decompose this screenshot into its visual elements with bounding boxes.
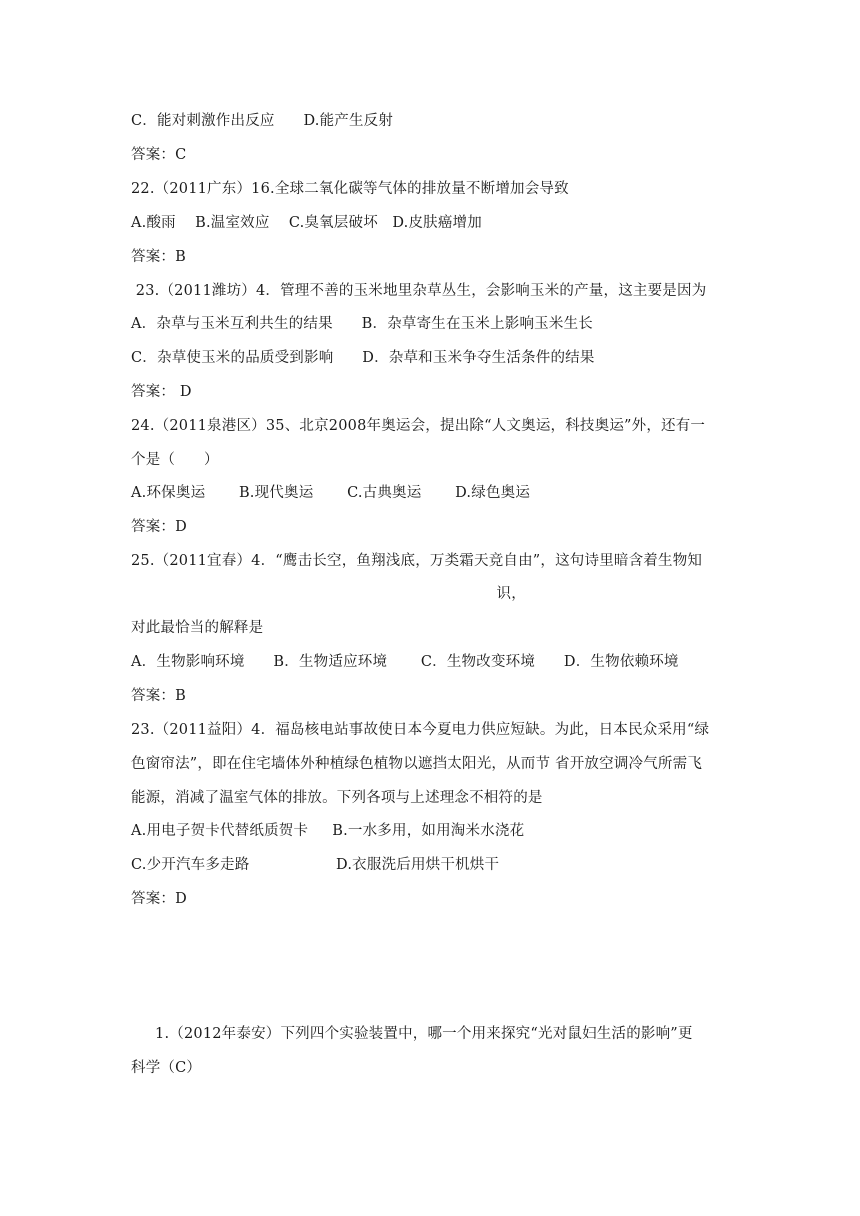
- question-23-weifang: 23.（2011潍坊）4．管理不善的玉米地里杂草丛生，会影响玉米的产量，这主要是因为: [131, 283, 707, 299]
- question-25-continued: 对此最恰当的解释是: [131, 620, 264, 636]
- question-23-yiyang-options-ab: A.用电子贺卡代替纸质贺卡 B.一水多用，如用淘米水浇花: [131, 823, 525, 839]
- option-line-c-d: C．能对刺激作出反应 D.能产生反射: [131, 113, 394, 129]
- answer-line: 答案：D: [131, 519, 187, 535]
- question-22: 22.（2011广东）16.全球二氧化碳等气体的排放量不断增加会导致: [131, 181, 569, 197]
- answer-line: 答案：C: [131, 147, 187, 163]
- question-1-taian-continued: 科学（C）: [131, 1060, 202, 1076]
- question-23-yiyang: 23.（2011益阳）4．福岛核电站事故使日本今夏电力供应短缺。为此，日本民众采用“绿: [131, 722, 710, 738]
- question-25-options: A．生物影响环境 B．生物适应环境 C．生物改变环境 D．生物依赖环境: [131, 654, 679, 670]
- question-24: 24.（2011泉港区）35、北京2008年奥运会，提出除“人文奥运，科技奥运”外，还有一: [131, 418, 706, 434]
- question-23-yiyang-continued-2: 能源，消减了温室气体的排放。下列各项与上述理念不相符的是: [131, 790, 543, 806]
- question-24-continued: 个是（ ）: [131, 452, 219, 468]
- question-24-options: A.环保奥运 B.现代奥运 C.古典奥运 D.绿色奥运: [131, 485, 531, 501]
- question-23-yiyang-options-cd: C.少开汽车多走路 D.衣服洗后用烘干机烘干: [131, 857, 500, 873]
- question-23-yiyang-continued-1: 色窗帘法”，即在住宅墙体外种植绿色植物以遮挡太阳光，从而节 省开放空调冷气所需飞: [131, 756, 703, 772]
- question-23-options-ab: A．杂草与玉米互利共生的结果 B．杂草寄生在玉米上影响玉米生长: [131, 316, 593, 332]
- question-23-options-cd: C．杂草使玉米的品质受到影响 D．杂草和玉米争夺生活条件的结果: [131, 350, 595, 366]
- question-25: 25.（2011宜春）4．“鹰击长空，鱼翔浅底，万类霜天竞自由”，这句诗里暗含着生物知: [131, 553, 703, 569]
- answer-line: 答案：B: [131, 249, 186, 265]
- question-1-taian: 1.（2012年泰安）下列四个实验装置中，哪一个用来探究“光对鼠妇生活的影响”更: [131, 1026, 693, 1042]
- answer-line: 答案：B: [131, 688, 186, 704]
- answer-line: 答案：D: [131, 891, 187, 907]
- question-22-options: A.酸雨 B.温室效应 C.臭氧层破坏 D.皮肤癌增加: [131, 215, 482, 231]
- question-25-wrap: 识，: [131, 586, 526, 602]
- answer-line: 答案： D: [131, 384, 192, 400]
